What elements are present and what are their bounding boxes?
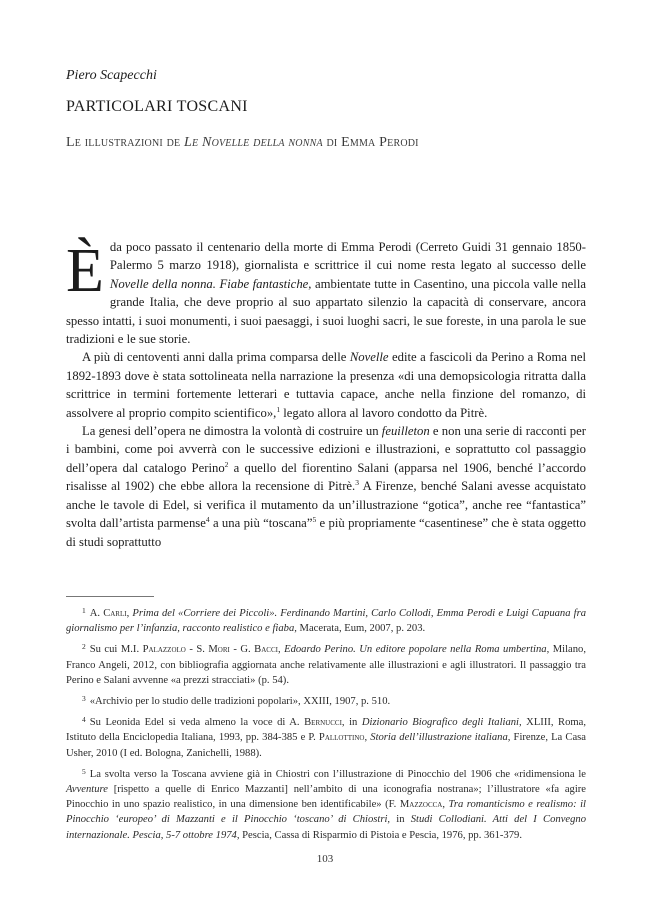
paragraph-3-text-e: A Firenze, benché Salani avesse acquistato anche le tavole di Edel, si verifica il mutamento da un’illustrazione “gotica”, anche ree “fantastica” svolta dall’artista parmense (66, 479, 586, 531)
paragraph-1-text-c: ambientate tutte in Casentino, una piccola valle nella grande Italia, che deve proprio al suo appartato silenzio la capacità di conservare, ancora spesso intatti, i suoi monumenti, i suoi paesaggi, i suoi luoghi sacri, le sue foreste, in una parola le sue tradizioni e le sue storie. (66, 276, 586, 347)
footnote-text: Su cui M.I. (89, 644, 143, 656)
paragraph-3-italic: feuilleton (381, 424, 430, 439)
paragraph-3-text-c: e non una serie di racconti per i bambini, come poi avverrà con le successive edizioni e illustrazioni, e soprattutto col passaggio dell’opera dal catalogo Perino (66, 424, 586, 475)
footnote-author: Carli (103, 608, 127, 619)
footnote-author: Mazzocca (399, 799, 443, 811)
article-subtitle (66, 135, 419, 151)
drop-cap: È (66, 237, 104, 305)
paragraph-2 (66, 348, 586, 422)
footnote-2 (66, 639, 586, 688)
footnote-text: - S. (185, 644, 209, 656)
footnote-author: Palazzolo (142, 644, 186, 656)
footnote-1 (66, 603, 586, 636)
footnote-ref-5[interactable]: 5 (312, 515, 317, 525)
footnote-work-title: Tra romanticismo e realismo: il Pinocchio ‘europeo’ di Mazzanti e il Pinocchio ‘toscano’ di Chiostri, (66, 799, 587, 826)
footnote-text: , in (341, 717, 362, 729)
footnotes (66, 603, 586, 846)
footnote-ref-1[interactable]: 1 (276, 404, 281, 414)
footnote-text: , (364, 732, 371, 744)
paragraph-1-text-a: da poco passato il centenario della morte di Emma Perodi (Cerreto Guidi 31 gennaio 1850-Palermo 5 marzo 1918), giornalista e scrittrice il cui nome resta legato al successo delle (109, 240, 586, 273)
body-text (66, 238, 586, 551)
footnote-number: 1 (82, 606, 86, 615)
paragraph-1-italic: Novelle della nonna. Fiabe fantastiche, (109, 276, 312, 291)
footnote-author: Bacci (254, 644, 278, 656)
footnote-ref-3[interactable]: 3 (355, 478, 359, 488)
footnote-text: , (442, 799, 449, 811)
footnote-text: XLIII, Roma, Istituto della Enciclopedia Italiana, 1993, pp. 384-385 e P. (66, 717, 587, 744)
footnote-4 (66, 712, 586, 761)
paragraph-2-text-c: edite a fascicoli da Perino a Roma nel 1892-1893 dove è stata sottolineata nella narrazione la presenza «di una demopsicologia ritratta dalla scrittrice in termini fortemente letterari e tuttavia capace, anche nella finzione del romanzo, di assolvere al proprio compito scientifico», (66, 350, 586, 420)
footnote-separator (66, 596, 154, 597)
footnote-text: La svolta verso la Toscana avviene già in Chiostri con l’illustrazione di Pinocchio del 1906 che «ridimensiona le (89, 768, 586, 780)
footnote-text: - G. (229, 644, 255, 656)
subtitle-work-title: Le Novelle della nonna (184, 135, 323, 150)
footnote-work-title: Dizionario Biografico degli Italiani, (361, 717, 522, 729)
footnote-work-title: Storia dell’illustrazione italiana, (370, 732, 511, 744)
paragraph-3-text-a: La genesi dell’opera ne dimostra la volontà di costruire un (82, 424, 382, 439)
footnote-text: , (126, 608, 133, 619)
footnote-work-title: Prima del «Corriere dei Piccoli». Ferdinando Martini, Carlo Collodi, Emma Perodi e Luigi Capuana fra giornalismo per l’infanzia, racconto realistico e fiaba, (66, 608, 587, 635)
subtitle-suffix: di Emma Perodi (322, 135, 419, 150)
page-number: 103 (316, 853, 334, 865)
paragraph-2-text-a: A più di centoventi anni dalla prima comparsa delle (82, 350, 350, 365)
footnote-ref-2[interactable]: 2 (224, 459, 229, 469)
footnote-text: Pescia, Cassa di Risparmio di Pistoia e Pescia, 1976, pp. 361-379. (239, 829, 522, 841)
paragraph-2-text-d: legato allora al lavoro condotto da Pitrè. (280, 405, 488, 420)
footnote-5 (66, 764, 586, 843)
paragraph-3-text-f: a una più “toscana” (209, 516, 313, 531)
footnote-3 (66, 691, 586, 709)
footnote-text: [rispetto a quelle di Enrico Mazzanti] nell’ambito di una iconografia nostrana»; l’illustratore «fa agire Pinocchio in uno spazio realistico, in una dimensione ben identificabile» (F. (66, 784, 586, 811)
footnote-number: 4 (82, 715, 86, 725)
paragraph-1 (66, 238, 586, 348)
paragraph-3-text-d: a quello del fiorentino Salani (apparsa nel 1906, benché l’accordo risalisse al 1902) che ebbe allora la recensione di Pitrè. (66, 460, 586, 494)
paragraph-2-italic: Novelle (349, 350, 389, 365)
footnote-work-title: Studi Collodiani. Atti del I Convegno internazionale. Pescia, 5-7 ottobre 1974, (66, 814, 586, 841)
footnote-author: Mori (208, 644, 230, 656)
subtitle-prefix: Le illustrazioni de (66, 135, 185, 150)
footnote-text: Firenze, La Casa Usher, 2010 (I ed. Bologna, Zanichelli, 1988). (66, 732, 586, 759)
footnote-author: Pallottino (318, 732, 365, 744)
footnote-number: 2 (82, 642, 86, 652)
footnote-text: «Archivio per lo studio delle tradizioni popolari», XXIII, 1907, p. 510. (89, 696, 391, 708)
footnote-ref-4[interactable]: 4 (205, 515, 210, 525)
footnote-work-title: Edoardo Perino. Un editore popolare nella Roma umbertina, (284, 644, 550, 656)
footnote-author: Bernucci (304, 717, 342, 729)
footnote-text: A. (89, 608, 104, 619)
footnote-number: 3 (82, 694, 86, 704)
footnote-text: Milano, Franco Angeli, 2012, con bibliografia aggiornata anche relativamente alle illustrazioni e agli illustratori. Il passaggio tra Perino e Salani avvenne «a prezzi stracciati» (p. 54). (66, 644, 586, 686)
footnote-text: Su Leonida Edel si veda almeno la voce di A. (89, 717, 305, 729)
author-name: Piero Scapecchi (66, 68, 157, 83)
article-title: PARTICOLARI TOSCANI (66, 98, 248, 115)
footnote-text: in (390, 814, 411, 826)
footnote-work-title: Avventure (66, 784, 108, 796)
paragraph-3-text-g: e più propriamente “casentinese” che è stata oggetto di studi soprattutto (66, 516, 586, 549)
footnote-text: Macerata, Eum, 2007, p. 203. (296, 623, 426, 635)
paragraph-3 (66, 422, 586, 551)
footnote-text: , (277, 644, 285, 656)
footnote-number: 5 (82, 766, 86, 776)
